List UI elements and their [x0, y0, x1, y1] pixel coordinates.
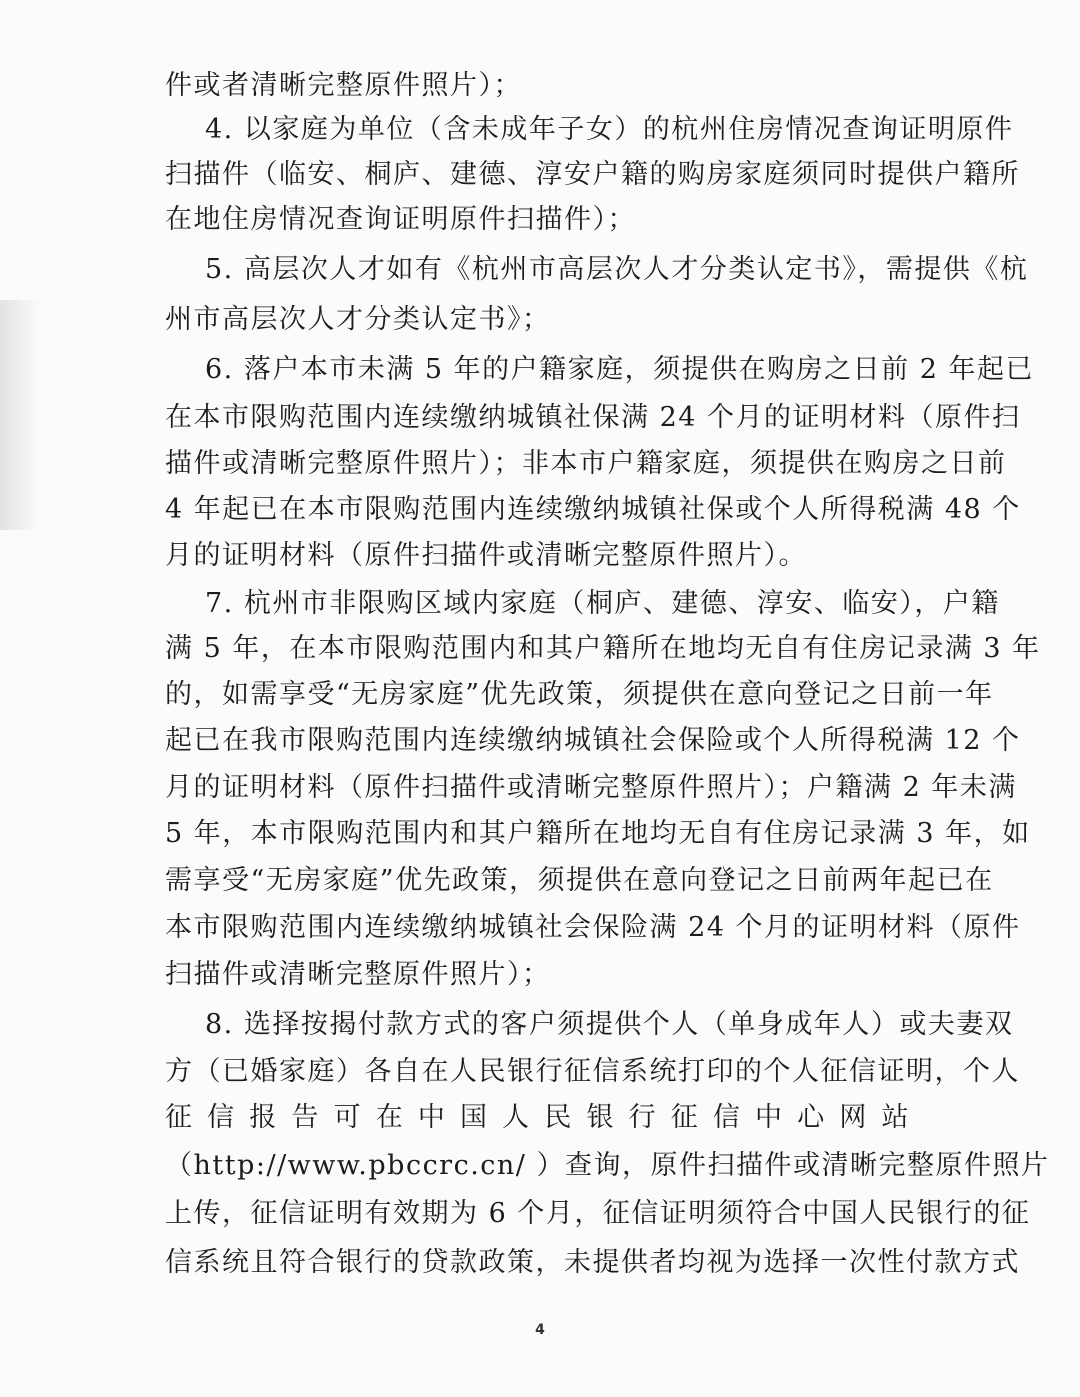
text-line: 上传，征信证明有效期为 6 个月，征信证明须符合中国人民银行的征: [165, 1198, 1031, 1229]
text-line: 扫描件（临安、桐庐、建德、淳安户籍的购房家庭须同时提供户籍所: [165, 159, 1020, 190]
text-line: 8. 选择按揭付款方式的客户须提供个人（单身成年人）或夫妻双: [205, 1009, 1014, 1040]
text-line: 4. 以家庭为单位（含未成年子女）的杭州住房情况查询证明原件: [205, 114, 1014, 145]
text-line: 州市高层次人才分类认定书》；: [165, 304, 551, 335]
text-line: 月的证明材料（原件扫描件或清晰完整原件照片）；户籍满 2 年未满: [165, 772, 1017, 803]
text-line: 4 年起已在本市限购范围内连续缴纳城镇社保或个人所得税满 48 个: [165, 494, 1021, 525]
text-line: 信系统且符合银行的贷款政策，未提供者均视为选择一次性付款方式: [165, 1247, 1020, 1278]
page-number: 4: [535, 1322, 545, 1338]
text-line: 扫描件或清晰完整原件照片）；: [165, 959, 551, 990]
scan-shadow: [0, 300, 40, 530]
text-line: 在本市限购范围内连续缴纳城镇社保满 24 个月的证明材料（原件扫: [165, 402, 1021, 433]
text-line: 起已在我市限购范围内连续缴纳城镇社会保险或个人所得税满 12 个: [165, 725, 1021, 756]
text-line: 5. 高层次人才如有《杭州市高层次人才分类认定书》，需提供《杭: [205, 254, 1029, 285]
text-line: 7. 杭州市非限购区域内家庭（桐庐、建德、淳安、临安），户籍: [205, 588, 1000, 619]
text-line: 方（已婚家庭）各自在人民银行征信系统打印的个人征信证明，个人: [165, 1056, 1020, 1087]
text-line: 描件或清晰完整原件照片）；非本市户籍家庭，须提供在购房之日前: [165, 448, 1007, 479]
text-line: 的，如需享受“无房家庭”优先政策，须提供在意向登记之日前一年: [165, 679, 994, 710]
text-line: 6. 落户本市未满 5 年的户籍家庭，须提供在购房之日前 2 年起已: [205, 354, 1035, 385]
text-line: 月的证明材料（原件扫描件或清晰完整原件照片）。: [165, 540, 807, 571]
text-line: 件或者清晰完整原件照片）；: [165, 70, 522, 101]
text-line: 在地住房情况查询证明原件扫描件）；: [165, 204, 636, 235]
text-line: 本市限购范围内连续缴纳城镇社会保险满 24 个月的证明材料（原件: [165, 912, 1021, 943]
text-line: 征信报告可在中国人民银行征信中心网站: [165, 1102, 910, 1133]
text-line: 5 年，本市限购范围内和其户籍所在地均无自有住房记录满 3 年，如: [165, 818, 1031, 849]
text-line: （http://www.pbccrc.cn/ ）查询，原件扫描件或清晰完整原件照片: [165, 1150, 1050, 1181]
text-line: 需享受“无房家庭”优先政策，须提供在意向登记之日前两年起已在: [165, 865, 994, 896]
text-line: 满 5 年，在本市限购范围内和其户籍所在地均无自有住房记录满 3 年: [165, 633, 1041, 664]
